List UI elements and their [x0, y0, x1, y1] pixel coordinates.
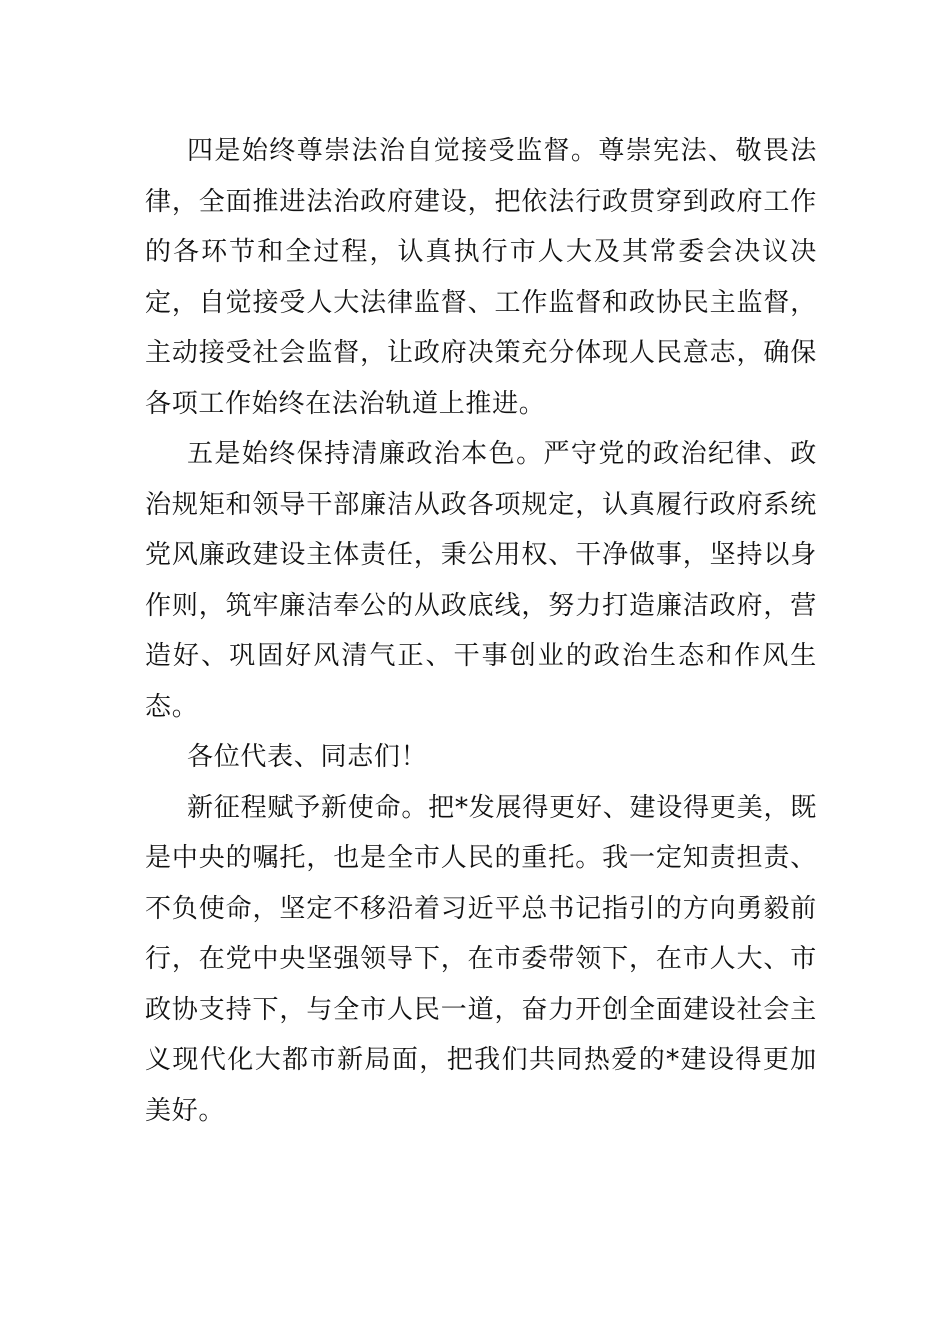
- document-body: [145, 126, 817, 1136]
- paragraph-closing: 新征程赋予新使命。把*发展得更好、建设得更美，既是中央的嘱托，也是全市人民的重托。我一定知责担责、不负使命，坚定不移沿着习近平总书记指引的方向勇毅前行，在党中央坚强领导下，在市委带领下，在市人大、市政协支持下，与全市人民一道，奋力开创全面建设社会主义现代化大都市新局面，把我们共同热爱的*建设得更加美好。: [145, 792, 817, 1126]
- paragraph-integrity: 五是始终保持清廉政治本色。严守党的政治纪律、政治规矩和领导干部廉洁从政各项规定，认真履行政府系统党风廉政建设主体责任，秉公用权、干净做事，坚持以身作则，筑牢廉洁奉公的从政底线，努力打造廉洁政府，营造好、巩固好风清气正、干事创业的政治生态和作风生态。: [145, 439, 817, 722]
- paragraph-rule-of-law: 四是始终尊崇法治自觉接受监督。尊崇宪法、敬畏法律，全面推进法治政府建设，把依法行政贯穿到政府工作的各环节和全过程，认真执行市人大及其常委会决议决定，自觉接受人大法律监督、工作监督和政协民主监督，主动接受社会监督，让政府决策充分体现人民意志，确保各项工作始终在法治轨道上推进。: [145, 136, 817, 419]
- greeting-line: 各位代表、同志们！: [187, 742, 428, 772]
